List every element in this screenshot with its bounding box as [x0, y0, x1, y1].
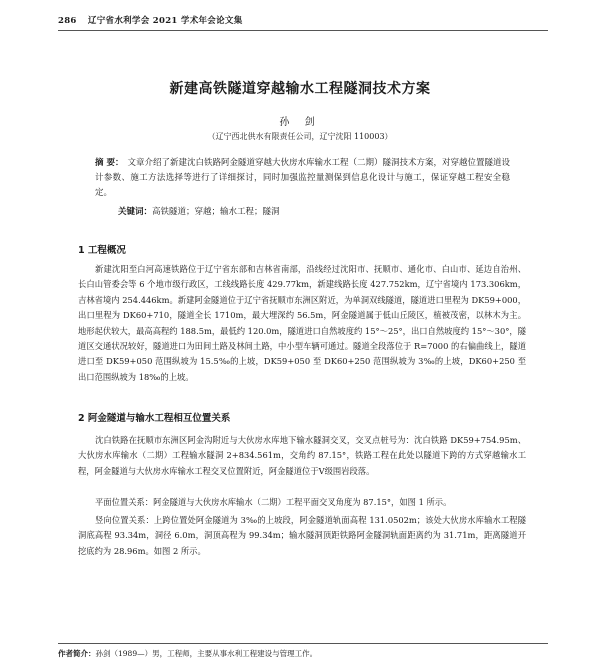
abstract-text: 文章介绍了新建沈白铁路阿金隧道穿越大伙房水库输水工程（二期）隧洞技术方案，对穿越位置隧道设计参数、施工方法选择等进行了详细探讨，同时加强监控量测保到信息化设计与施工，保证穿越工程安全稳定。 [95, 158, 510, 198]
keywords [118, 205, 518, 217]
section-2-paragraph: 平面位置关系：阿金隧道与大伙房水库输水（二期）工程平面交叉角度为 87.15°，如图 1 所示。 [95, 497, 452, 507]
journal-title: 辽宁省水利学会 2021 学术年会论文集 [87, 16, 243, 26]
author-affiliation: （辽宁西北供水有限责任公司，辽宁沈阳 110003） [207, 132, 393, 141]
abstract [95, 156, 510, 201]
keywords-text: 高铁隧道；穿越；输水工程；隧洞 [152, 207, 280, 217]
header-rule [58, 30, 548, 31]
author-name: 孙 剑 [279, 117, 321, 128]
section-2-paragraph: 竖向位置关系：上跨位置处阿金隧道为 3‰的上坡段，阿金隧道轨面高程 131.0502m；该处大伙房水库输水工程隧洞底高程 93.34m，洞径 6.0m，洞顶高程为 99.34m；输水隧洞顶距铁路阿金隧洞轨面距离约为 31.71m，距离隧道开挖底约为 28.96m。如图 2 所示。 [78, 515, 526, 556]
page-number: 286 [58, 16, 77, 26]
footnote-label: 作者简介： [58, 649, 96, 658]
section-heading: 2 阿金隧道与输水工程相互位置关系 [78, 413, 231, 424]
section-heading: 1 工程概况 [78, 245, 126, 256]
footnote-text: 孙剑（1989—）男，工程师，主要从事水利工程建设与管理工作。 [95, 649, 318, 658]
keywords-label: 关键词： [118, 207, 153, 217]
paper-title: 新建高铁隧道穿越输水工程隧洞技术方案 [169, 81, 431, 97]
abstract-label: 摘 要： [95, 158, 124, 168]
running-header [58, 14, 548, 26]
footnote-rule [58, 643, 548, 644]
section-1-paragraph: 新建沈阳至白河高速铁路位于辽宁省东部和吉林省南部，沿线经过沈阳市、抚顺市、通化市、白山市、延边自治州、长白山管委会等 6 个地市级行政区，工线线路长度 429.77km，新建线路长度 427.752km，辽宁省境内 173.306km，吉林省境内 254.446km。新建阿金隧道位于辽宁省抚顺市东洲区附近，为单洞双线隧道，隧道进口里程为 DK59+000，出口里程为 DK60+710，隧道全长 1710m，最大埋深约 56.5m，阿金隧道属于低山丘陵区，植被茂密，以林木为主。地形起伏较大，最高高程约 188.5m，最低约 120.0m，隧道进口自然坡度约 15°～25°，出口自然坡度约 15°～30°，隧道区交通状况较好，隧道进口为田间土路及林间土路，中小型车辆可通过。隧道全段落位于 R=7000 的右偏曲线上，隧道进口至 DK59+050 范围纵坡为 15.5‰的上坡，DK59+050 至 DK60+250 范围纵坡为 3‰的上坡，DK60+250 至出口范围纵坡为 18‰的上坡。 [78, 264, 526, 382]
section-2-paragraph: 沈白铁路在抚顺市东洲区阿金沟附近与大伙房水库地下输水隧洞交叉，交叉点桩号为：沈白铁路 DK59+754.95m、大伙房水库输水（二期）工程输水隧洞 2+834.561m，交角约 87.15°，铁路工程在此处以隧道下跨的方式穿越输水工程，阿金隧道与大伙房水库输水工程交叉位置附近，阿金隧道位于Ⅴ级围岩段落。 [78, 435, 526, 476]
author-footnote [58, 648, 548, 659]
